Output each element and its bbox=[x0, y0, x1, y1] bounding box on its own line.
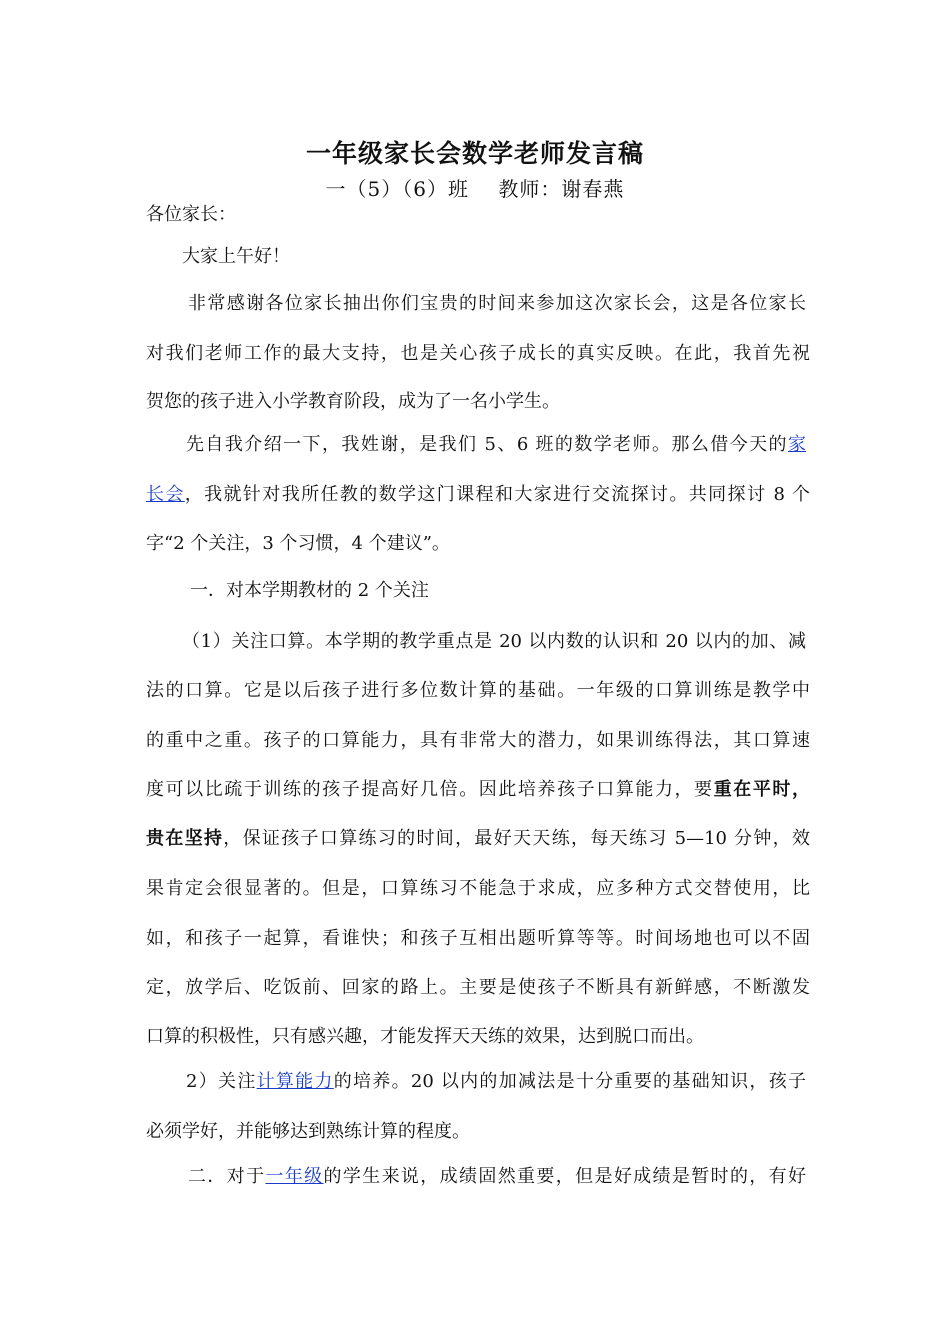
paragraph-5-text: 二．对于 bbox=[188, 1166, 266, 1187]
greeting: 大家上午好！ bbox=[182, 246, 290, 267]
paragraph-3-line-7: 如，和孩子一起算，看谁快；和孩子互相出题听算等等。时间场地也可以不固 bbox=[146, 928, 810, 949]
parent-meeting-link-part-2[interactable]: 长会 bbox=[146, 484, 185, 505]
emphasis-text: 重在平时， bbox=[713, 779, 811, 800]
emphasis-text: 贵在坚持 bbox=[146, 828, 224, 849]
paragraph-3-line-5 bbox=[146, 827, 810, 851]
paragraph-3-line-4 bbox=[146, 778, 810, 802]
paragraph-4-text: 2）关注 bbox=[186, 1071, 257, 1092]
section-1-heading: 一．对本学期教材的 2 个关注 bbox=[190, 580, 429, 601]
paragraph-4-line-1 bbox=[186, 1070, 806, 1094]
paragraph-3-line-8: 定，放学后、吃饭前、回家的路上。主要是使孩子不断具有新鲜感，不断激发 bbox=[146, 977, 810, 998]
paragraph-1-line-2: 对我们老师工作的最大支持，也是关心孩子成长的真实反映。在此，我首先祝 bbox=[146, 343, 810, 364]
calculation-ability-link[interactable]: 计算能力 bbox=[256, 1071, 334, 1092]
paragraph-2-text: 先自我介绍一下，我姓谢，是我们 5、6 班的数学老师。那么借今天的 bbox=[186, 434, 788, 455]
paragraph-3-line-9: 口算的积极性，只有感兴趣，才能发挥天天练的效果，达到脱口而出。 bbox=[146, 1026, 704, 1047]
paragraph-4-line-2: 必须学好，并能够达到熟练计算的程度。 bbox=[146, 1121, 470, 1142]
parent-meeting-link-part-1[interactable]: 家 bbox=[788, 434, 806, 455]
class-teacher-line: 一（5）（6）班 教师：谢春燕 bbox=[325, 177, 625, 201]
paragraph-3-text: ，保证孩子口算练习的时间，最好天天练，每天练习 5—10 分钟，效 bbox=[223, 828, 810, 849]
first-grade-link[interactable]: 一年级 bbox=[265, 1166, 324, 1187]
paragraph-5-line-1 bbox=[188, 1165, 806, 1189]
paragraph-3-line-6: 果肯定会很显著的。但是，口算练习不能急于求成，应多种方式交替使用，比 bbox=[146, 878, 810, 899]
paragraph-2-text: ，我就针对我所任教的数学这门课程和大家进行交流探讨。共同探讨 8 个 bbox=[184, 484, 810, 505]
page-title: 一年级家长会数学老师发言稿 bbox=[305, 139, 644, 168]
paragraph-1-line-3: 贺您的孩子进入小学教育阶段，成为了一名小学生。 bbox=[146, 391, 560, 412]
paragraph-4-text: 的培养。20 以内的加减法是十分重要的基础知识，孩子 bbox=[333, 1071, 807, 1092]
paragraph-3-line-1: （1）关注口算。本学期的教学重点是 20 以内数的认识和 20 以内的加、减 bbox=[182, 631, 806, 652]
paragraph-2-line-2 bbox=[146, 483, 810, 507]
paragraph-1-line-1: 非常感谢各位家长抽出你们宝贵的时间来参加这次家长会，这是各位家长 bbox=[188, 293, 806, 314]
salutation: 各位家长： bbox=[146, 204, 236, 225]
paragraph-3-line-3: 的重中之重。孩子的口算能力，具有非常大的潜力，如果训练得法，其口算速 bbox=[146, 730, 810, 751]
paragraph-3-text: 度可以比疏于训练的孩子提高好几倍。因此培养孩子口算能力，要 bbox=[146, 779, 714, 800]
paragraph-3-line-2: 法的口算。它是以后孩子进行多位数计算的基础。一年级的口算训练是教学中 bbox=[146, 680, 810, 701]
paragraph-5-text: 的学生来说，成绩固然重要，但是好成绩是暂时的，有好 bbox=[323, 1166, 807, 1187]
paragraph-2-line-1 bbox=[186, 433, 806, 457]
paragraph-2-line-3: 字“2 个关注，3 个习惯，4 个建议”。 bbox=[146, 533, 450, 554]
